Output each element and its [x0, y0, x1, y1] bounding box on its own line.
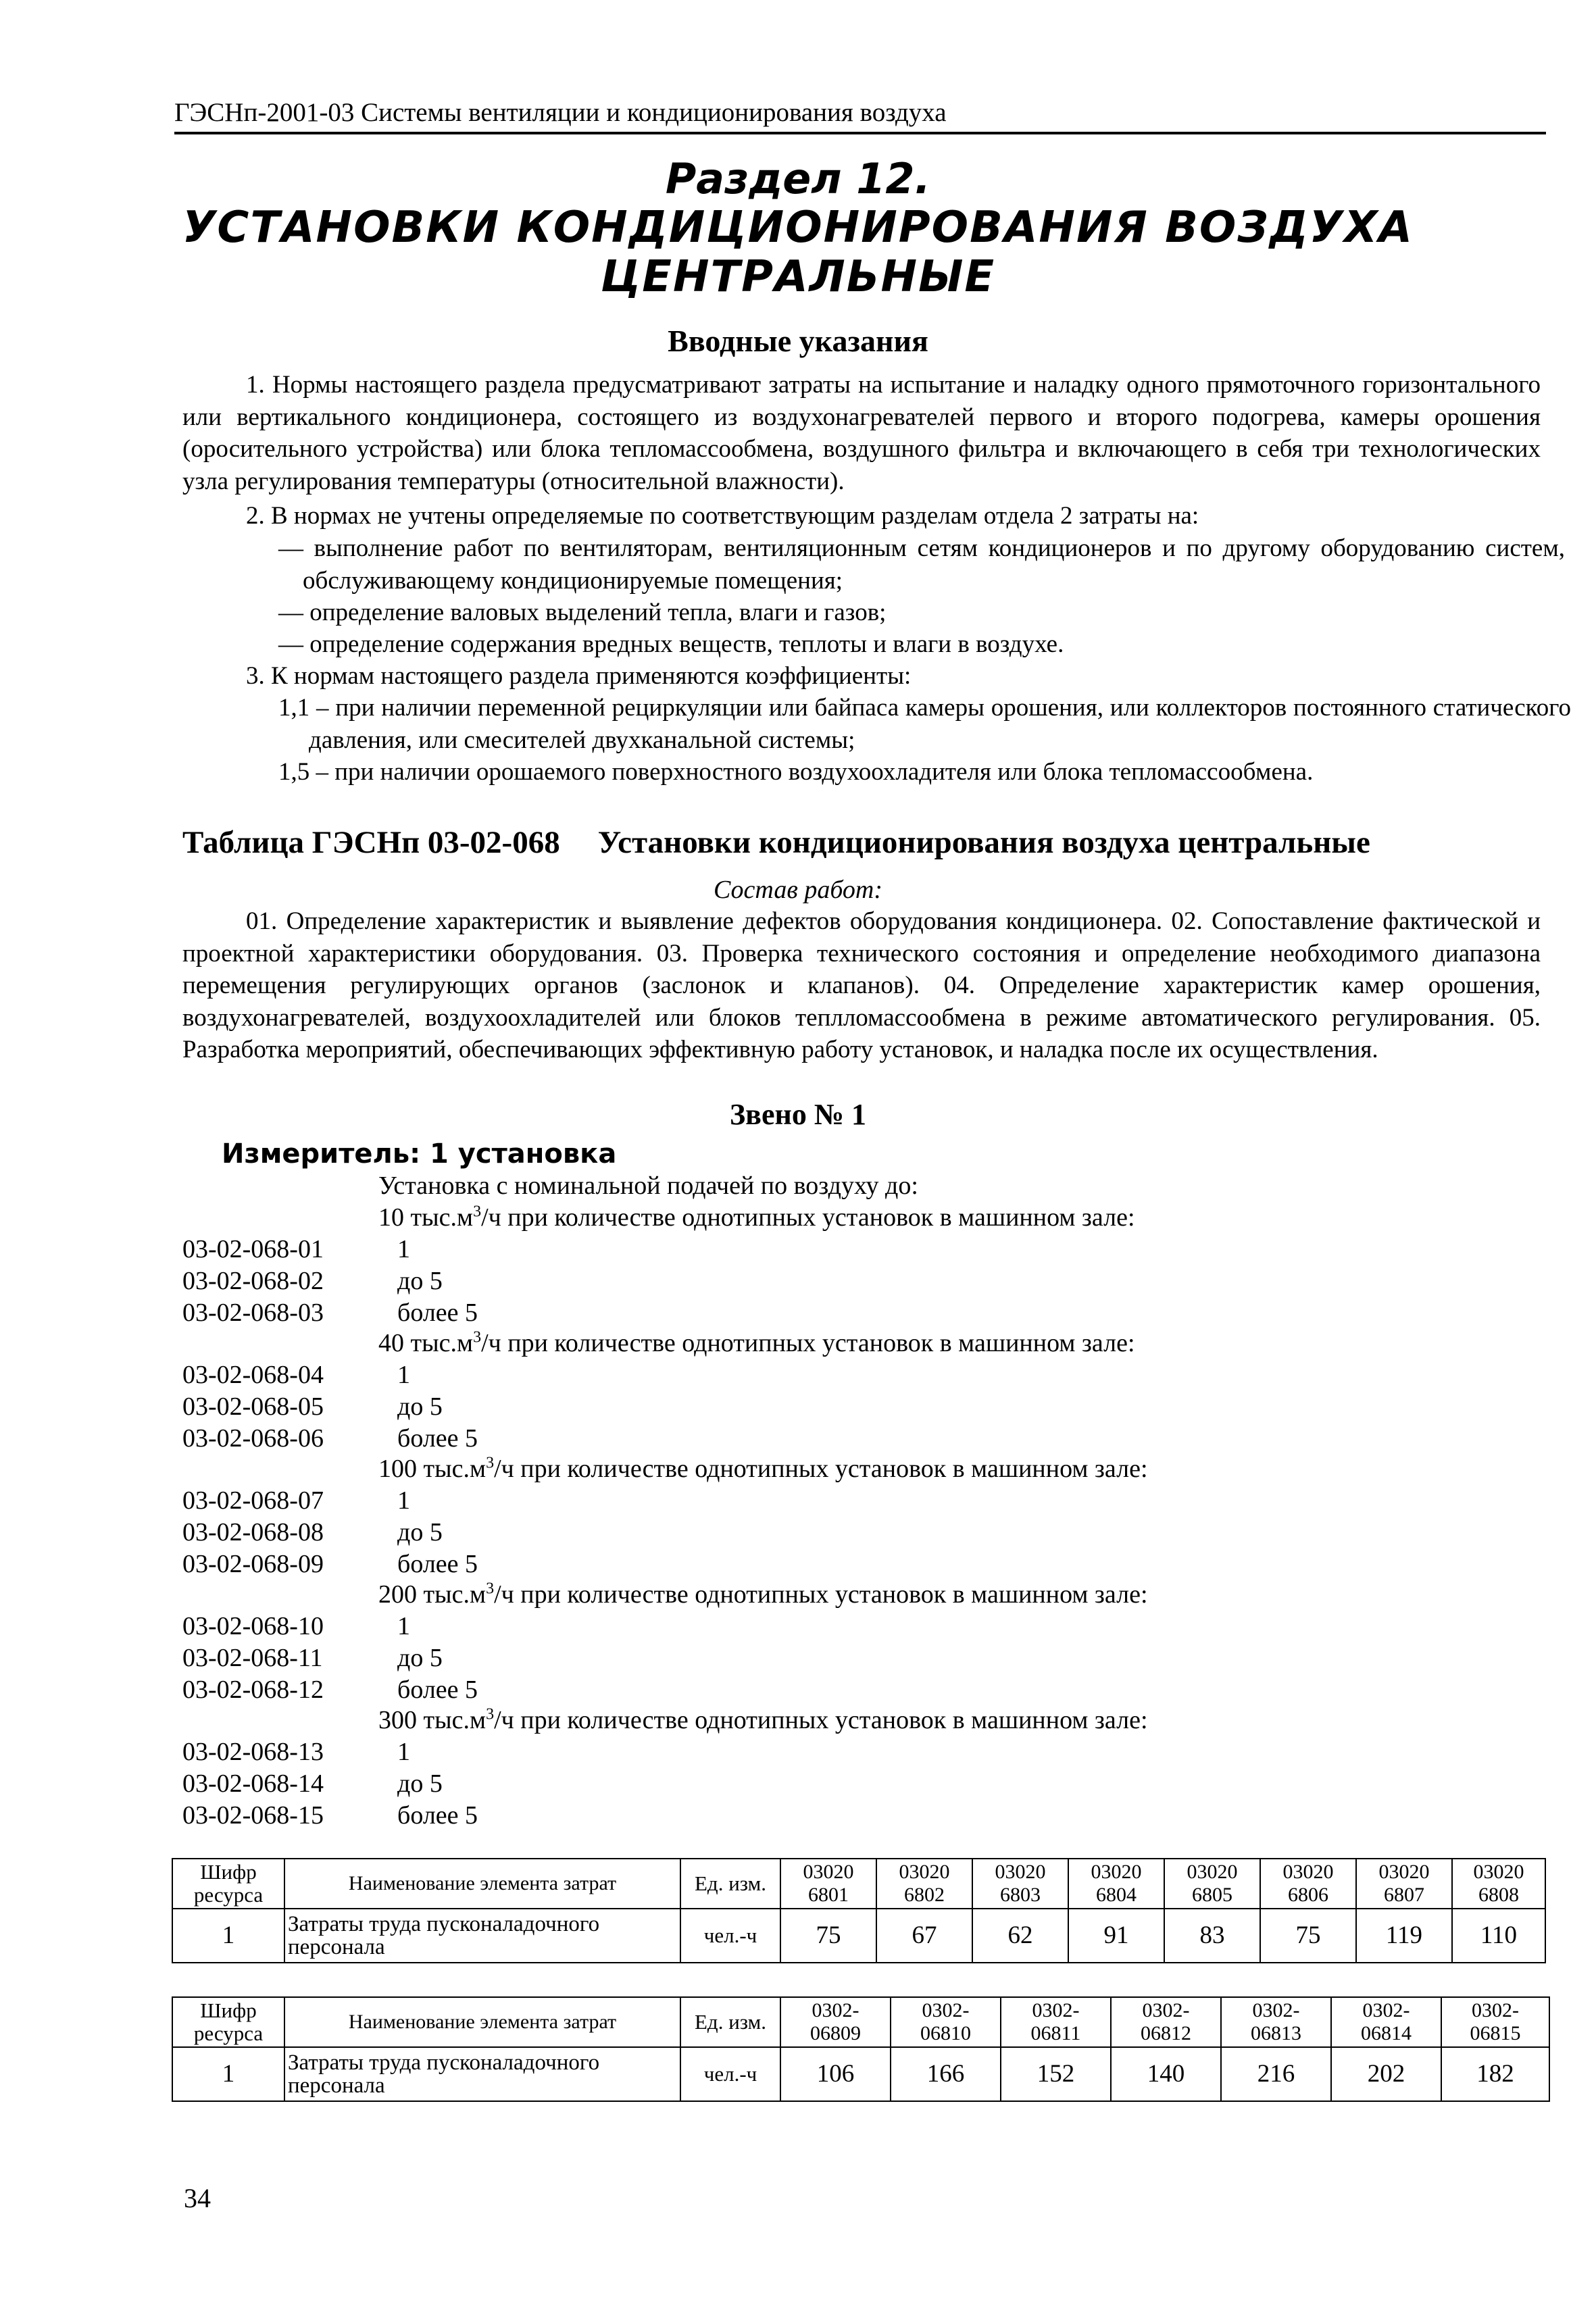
install-intro: Установка с номинальной подачей по воздуху до:	[378, 1172, 918, 1200]
norm-code: 03-02-068-12	[182, 1676, 324, 1704]
norm-code: 03-02-068-09	[182, 1550, 324, 1578]
norm-qty: 1	[397, 1235, 410, 1263]
intro-paragraph-3-item-2: 1,5 – при наличии орошаемого поверхностного воздухоохладителя или блока тепломассообмена.	[278, 758, 1314, 786]
norm-code: 03-02-068-03	[182, 1299, 324, 1327]
cost-table-header-row	[172, 1997, 1549, 2047]
norm-column-header: 0302- 06809	[780, 1997, 891, 2047]
capacity-group-5: 300 $тыс.м^3/ч$ при количестве однотипных установок в машинном зале:	[378, 1705, 1148, 1734]
norm-row	[182, 1486, 410, 1515]
capacity-group-3: 100 $тыс.м^3/ч$ при количестве однотипных установок в машинном зале:	[378, 1454, 1148, 1483]
norm-qty: до 5	[397, 1644, 443, 1672]
intro-paragraph-1: 1. Нормы настоящего раздела предусматривают затраты на испытание и наладку одного прямоточного горизонтального или вертикального кондиционера, состоящего из воздухонагревателей первого и второго подогрева, камеры орошения (оросительного устройства) или блока тепломассообмена, воздушного фильтра и включающего в себя три технологических узла регулирования температуры (относительной влажности).	[182, 371, 1541, 495]
measure-unit: Измеритель: 1 установка	[222, 1138, 617, 1169]
norm-column-header: 03020 6807	[1356, 1859, 1452, 1909]
norm-qty: более 5	[397, 1299, 478, 1327]
norm-column-header: 03020 6803	[972, 1859, 1068, 1909]
value-cell: 119	[1356, 1909, 1452, 1963]
norm-qty: 1	[397, 1361, 410, 1389]
norm-qty: до 5	[397, 1769, 443, 1798]
unit-header: Ед. изм.	[680, 1997, 780, 2047]
norm-column-header: 0302- 06813	[1221, 1997, 1331, 2047]
norm-row	[182, 1675, 478, 1705]
norm-code: 03-02-068-07	[182, 1486, 324, 1515]
norm-code: 03-02-068-05	[182, 1392, 324, 1421]
table-title	[182, 824, 1370, 861]
norm-row	[182, 1801, 478, 1830]
value-cell: 75	[780, 1909, 876, 1963]
norm-column-header: 0302- 06810	[891, 1997, 1001, 2047]
intro-paragraph-2-item-1: — выполнение работ по вентиляторам, вентиляционным сетям кондиционеров и по другому оборудованию систем, обслуживающему кондиционируемые помещения;	[278, 534, 1565, 595]
resource-code-header: Шифр ресурса	[172, 1859, 284, 1909]
resource-code-cell: 1	[172, 2047, 284, 2101]
norm-column-header: 03020 6801	[780, 1859, 876, 1909]
norm-code: 03-02-068-14	[182, 1769, 324, 1798]
cost-table-1	[172, 1858, 1546, 1963]
norm-row	[182, 1266, 443, 1296]
value-cell: 91	[1068, 1909, 1164, 1963]
unit-heading: Звено № 1	[729, 1098, 867, 1131]
intro-paragraph-2-item-2: — определение валовых выделений тепла, влаги и газов;	[278, 599, 887, 626]
value-cell: 202	[1331, 2047, 1441, 2101]
norm-code: 03-02-068-13	[182, 1738, 324, 1766]
norm-qty: до 5	[397, 1267, 443, 1295]
intro-paragraph-2-item-3: — определение содержания вредных веществ, теплоты и влаги в воздухе.	[278, 630, 1064, 658]
norm-qty: 1	[397, 1486, 410, 1515]
capacity-group-1: 10 $тыс.м^3/ч$ при количестве однотипных установок в машинном зале:	[378, 1203, 1135, 1232]
norm-column-header: 03020 6804	[1068, 1859, 1164, 1909]
resource-code-header: Шифр ресурса	[172, 1997, 284, 2047]
element-name-header: Наименование элемента затрат	[284, 1859, 680, 1909]
norm-row	[182, 1643, 443, 1673]
norm-qty: 1	[397, 1738, 410, 1766]
norm-row	[182, 1549, 478, 1579]
norm-code: 03-02-068-06	[182, 1424, 324, 1453]
element-name-header: Наименование элемента затрат	[284, 1997, 680, 2047]
cost-table-2	[172, 1996, 1550, 2102]
norm-column-header: 0302- 06814	[1331, 1997, 1441, 2047]
works-text: 01. Определение характеристик и выявление дефектов оборудования кондиционера. 02. Сопоставление фактической и проектной характеристики оборудования. 03. Проверка технического состояния и определение необходимого диапазона перемещения регулирующих органов (заслонок и клапанов). 04. Определение характеристик камер орошения, воздухонагревателей, воздухоохладителей или блоков теплломассообмена в режиме автоматического регулирования. 05. Разработка мероприятий, обеспечивающих эффективную работу установок, и наладка после их осуществления.	[182, 907, 1541, 1063]
norm-qty: более 5	[397, 1676, 478, 1704]
intro-paragraph-3-item-1: 1,1 – при наличии переменной рециркуляции или байпаса камеры орошения, или коллекторов постоянного статического давления, или смесителей двухканальной системы;	[278, 694, 1571, 754]
intro-paragraph-2: 2. В нормах не учтены определяемые по соответствующим разделам отдела 2 затраты на:	[246, 502, 1199, 530]
norm-code: 03-02-068-11	[182, 1644, 323, 1672]
value-cell: 83	[1164, 1909, 1260, 1963]
norm-row	[182, 1517, 443, 1547]
norm-qty: более 5	[397, 1550, 478, 1578]
works-heading: Состав работ:	[713, 876, 883, 904]
element-name-cell: Затраты труда пусконаладочного персонала	[284, 2047, 680, 2101]
section-title-line-2: ЦЕНТРАЛЬНЫЕ	[600, 252, 996, 302]
norm-code: 03-02-068-10	[182, 1612, 324, 1640]
norm-qty: до 5	[397, 1518, 443, 1546]
value-cell: 110	[1452, 1909, 1545, 1963]
table-title-name: Установки кондиционирования воздуха центральные	[597, 825, 1370, 860]
running-head: ГЭСНп-2001-03 Системы вентиляции и кондиционирования воздуха	[174, 97, 1546, 134]
value-cell: 182	[1441, 2047, 1549, 2101]
cost-table-row	[172, 2047, 1549, 2101]
norm-row	[182, 1360, 410, 1390]
norm-code: 03-02-068-02	[182, 1267, 324, 1295]
unit-cell: чел.-ч	[680, 2047, 780, 2101]
intro-heading: Вводные указания	[668, 324, 928, 358]
norm-row	[182, 1298, 478, 1328]
intro-paragraph-3: 3. К нормам настоящего раздела применяются коэффициенты:	[246, 662, 912, 690]
cost-table-header-row	[172, 1859, 1545, 1909]
norm-row	[182, 1737, 410, 1767]
norm-column-header: 03020 6808	[1452, 1859, 1545, 1909]
value-cell: 62	[972, 1909, 1068, 1963]
unit-header: Ед. изм.	[680, 1859, 780, 1909]
element-name-cell: Затраты труда пусконаладочного персонала	[284, 1909, 680, 1963]
norm-code: 03-02-068-15	[182, 1801, 324, 1830]
norm-column-header: 0302- 06812	[1111, 1997, 1221, 2047]
norm-code: 03-02-068-01	[182, 1235, 324, 1263]
value-cell: 75	[1260, 1909, 1356, 1963]
norm-row	[182, 1234, 410, 1264]
value-cell: 140	[1111, 2047, 1221, 2101]
cost-table-row	[172, 1909, 1545, 1963]
resource-code-cell: 1	[172, 1909, 284, 1963]
value-cell: 216	[1221, 2047, 1331, 2101]
capacity-group-2: 40 $тыс.м^3/ч$ при количестве однотипных установок в машинном зале:	[378, 1328, 1135, 1357]
norm-qty: более 5	[397, 1801, 478, 1830]
value-cell: 106	[780, 2047, 891, 2101]
norm-column-header: 0302- 06811	[1001, 1997, 1111, 2047]
norm-row	[182, 1769, 443, 1799]
norm-qty: более 5	[397, 1424, 478, 1453]
norm-row	[182, 1392, 443, 1422]
value-cell: 67	[876, 1909, 972, 1963]
norm-column-header: 0302- 06815	[1441, 1997, 1549, 2047]
capacity-group-4: 200 $тыс.м^3/ч$ при количестве однотипных установок в машинном зале:	[378, 1580, 1148, 1609]
norm-column-header: 03020 6806	[1260, 1859, 1356, 1909]
table-title-code: Таблица ГЭСНп 03-02-068	[182, 825, 560, 860]
section-title-line-1: УСТАНОВКИ КОНДИЦИОНИРОВАНИЯ ВОЗДУХА	[182, 203, 1414, 253]
norm-row	[182, 1611, 410, 1641]
norm-qty: до 5	[397, 1392, 443, 1421]
norm-code: 03-02-068-08	[182, 1518, 324, 1546]
unit-cell: чел.-ч	[680, 1909, 780, 1963]
norm-column-header: 03020 6805	[1164, 1859, 1260, 1909]
value-cell: 166	[891, 2047, 1001, 2101]
norm-code: 03-02-068-04	[182, 1361, 324, 1389]
page-number: 34	[184, 2183, 211, 2213]
norm-qty: 1	[397, 1612, 410, 1640]
value-cell: 152	[1001, 2047, 1111, 2101]
norm-row	[182, 1424, 478, 1453]
section-label: Раздел 12.	[665, 154, 931, 203]
norm-column-header: 03020 6802	[876, 1859, 972, 1909]
